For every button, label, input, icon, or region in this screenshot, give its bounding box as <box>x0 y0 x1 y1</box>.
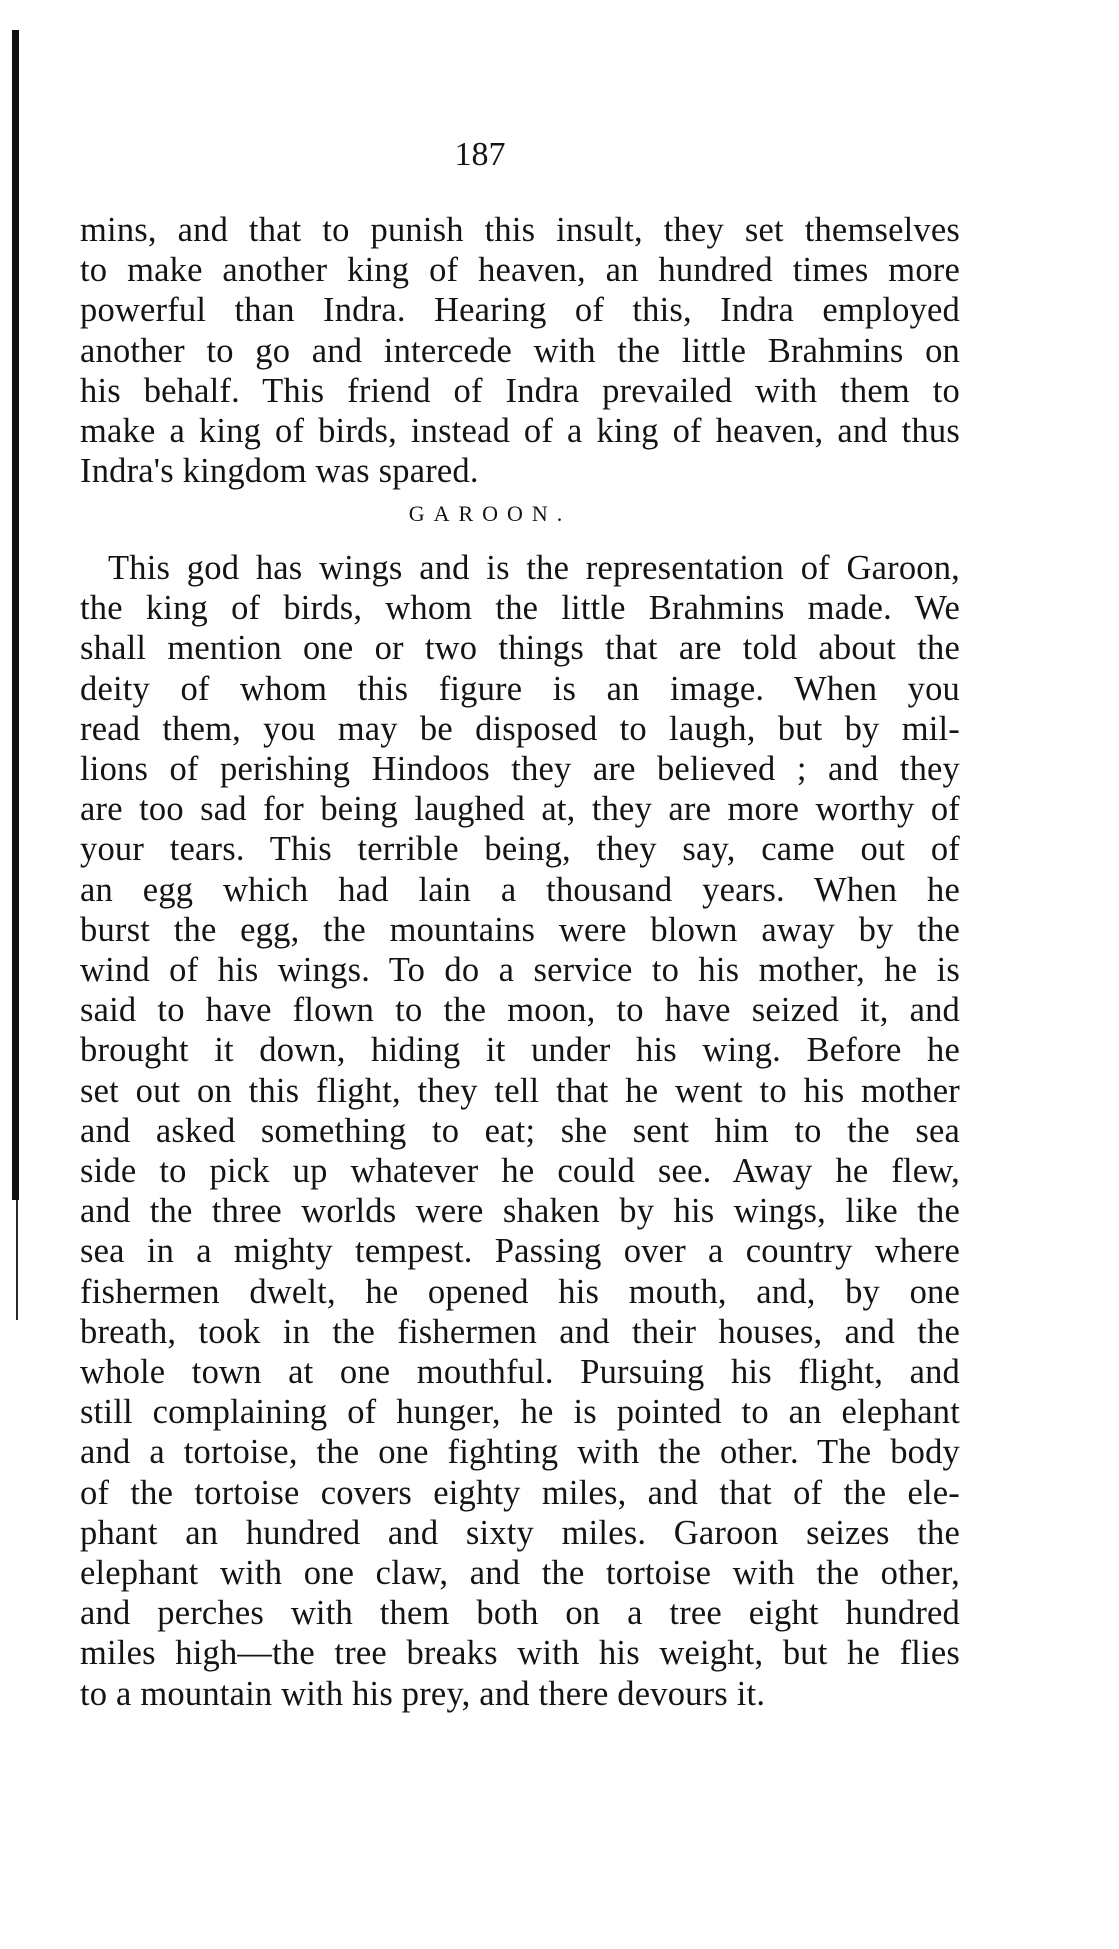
text-line: miles high—the tree breaks with his weight, but he flies <box>80 1634 960 1673</box>
paragraph-1 <box>80 210 960 491</box>
text-line: make a king of birds, instead of a king of heaven, and thus <box>80 412 960 451</box>
text-line: the king of birds, whom the little Brahmins made. We <box>80 589 960 628</box>
text-line: deity of whom this figure is an image. When you <box>80 669 960 708</box>
text-line: and asked something to eat; she sent him to the sea <box>80 1111 960 1150</box>
text-line: shall mention one or two things that are told about the <box>80 629 960 668</box>
margin-rule <box>12 30 19 1200</box>
text-line: Indra's kingdom was spared. <box>80 452 479 491</box>
text-line: side to pick up whatever he could see. Away he flew, <box>80 1152 960 1191</box>
text-line: another to go and intercede with the little Brahmins on <box>80 331 960 370</box>
text-line: and a tortoise, the one fighting with the other. The body <box>80 1433 960 1472</box>
text-line: read them, you may be disposed to laugh, but by mil- <box>80 709 960 748</box>
text-line: wind of his wings. To do a service to his mother, he is <box>80 951 960 990</box>
text-line: are too sad for being laughed at, they are more worthy of <box>80 790 960 829</box>
text-line: breath, took in the fishermen and their houses, and the <box>80 1312 960 1351</box>
paragraph-2 <box>80 548 960 1714</box>
page-number: 187 <box>454 136 506 173</box>
text-line: and perches with them both on a tree eight hundred <box>80 1594 960 1633</box>
text-line: of the tortoise covers eighty miles, and that of the ele- <box>80 1473 960 1512</box>
text-line: mins, and that to punish this insult, they set themselves <box>80 211 960 249</box>
text-line: whole town at one mouthful. Pursuing his flight, and <box>80 1353 960 1392</box>
section-heading: GAROON. <box>408 501 572 526</box>
text-line: your tears. This terrible being, they say, came out of <box>80 830 960 869</box>
text-line: set out on this flight, they tell that he went to his mother <box>80 1071 960 1110</box>
text-line: an egg which had lain a thousand years. When he <box>80 870 960 909</box>
text-line: fishermen dwelt, he opened his mouth, and, by one <box>80 1272 960 1311</box>
text-line: still complaining of hunger, he is pointed to an elephant <box>80 1393 960 1432</box>
text-line: powerful than Indra. Hearing of this, Indra employed <box>80 291 960 330</box>
text-line: sea in a mighty tempest. Passing over a country where <box>80 1232 960 1271</box>
text-line: elephant with one claw, and the tortoise with the other, <box>80 1554 960 1593</box>
text-line: his behalf. This friend of Indra prevailed with them to <box>80 371 960 410</box>
text-line: to make another king of heaven, an hundred times more <box>80 251 960 290</box>
text-line: phant an hundred and sixty miles. Garoon seizes the <box>80 1513 960 1552</box>
margin-rule-thin <box>16 1200 18 1320</box>
text-line: to a mountain with his prey, and there devours it. <box>80 1674 766 1713</box>
text-line: burst the egg, the mountains were blown away by the <box>80 910 960 949</box>
text-line: brought it down, hiding it under his wing. Before he <box>80 1031 960 1070</box>
text-line: and the three worlds were shaken by his wings, like the <box>80 1192 960 1231</box>
text-line: This god has wings and is the representation of Garoon, <box>108 549 960 587</box>
text-line: said to have flown to the moon, to have seized it, and <box>80 991 960 1030</box>
text-line: lions of perishing Hindoos they are believed ; and they <box>80 750 960 789</box>
